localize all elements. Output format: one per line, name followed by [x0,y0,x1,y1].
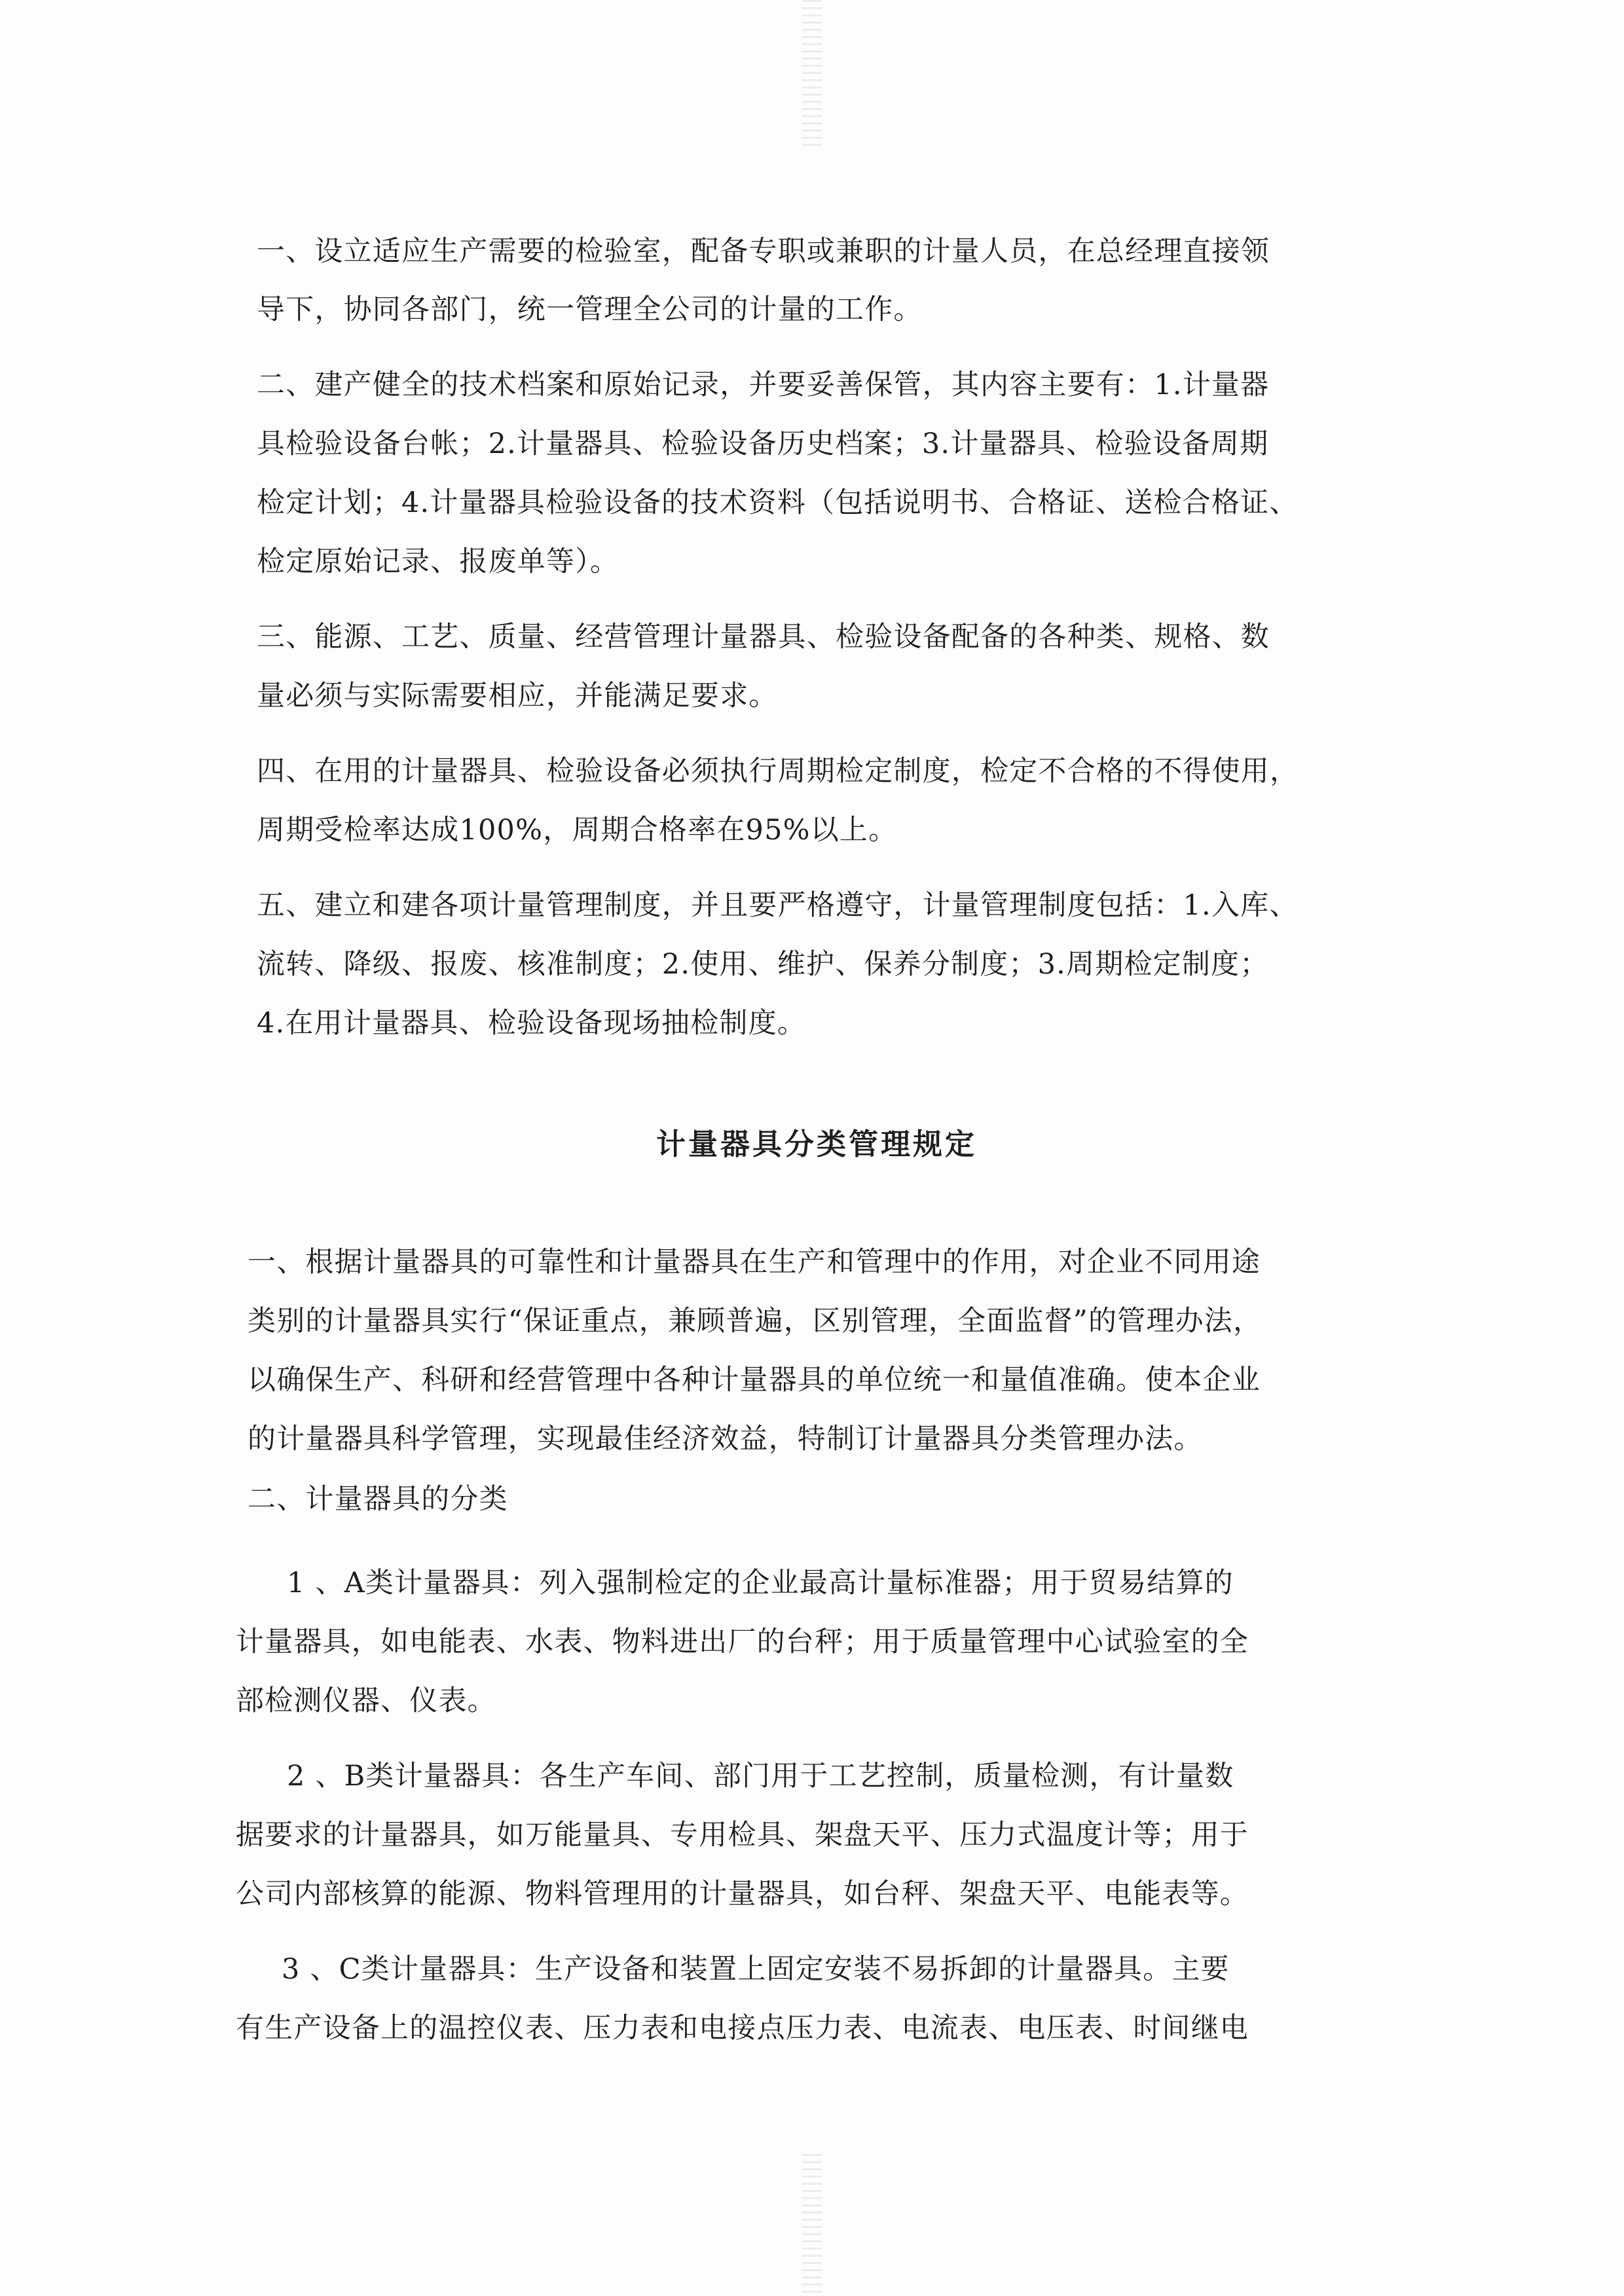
paragraph-line: 一、根据计量器具的可靠性和计量器具在生产和管理中的作用，对企业不同用途 [248,1246,1261,1279]
paragraph-line: 有生产设备上的温控仪表、压力表和电接点压力表、电流表、电压表、时间继电 [236,2012,1249,2045]
paragraph-line: 四、在用的计量器具、检验设备必须执行周期检定制度，检定不合格的不得使用， [257,755,1299,788]
paragraph-line: 1 、A类计量器具：列入强制检定的企业最高计量标准器；用于贸易结算的 [287,1567,1234,1599]
paragraph-line: 三、能源、工艺、质量、经营管理计量器具、检验设备配备的各种类、规格、数 [257,621,1270,653]
paragraph-line: 五、建立和建各项计量管理制度，并且要严格遵守，计量管理制度包括：1.入库、 [257,889,1299,922]
paragraph-line: 类别的计量器具实行“保证重点，兼顾普遍，区别管理，全面监督”的管理办法， [248,1305,1263,1338]
scan-noise [802,2154,822,2296]
paragraph-line: 检定原始记录、报废单等）。 [257,545,619,578]
paragraph-line: 部检测仪器、仪表。 [236,1685,496,1717]
paragraph-line: 一、设立适应生产需要的检验室，配备专职或兼职的计量人员，在总经理直接领 [257,235,1270,268]
paragraph-line: 周期受检率达成100%，周期合格率在95%以上。 [257,814,898,847]
paragraph-line: 流转、降级、报废、核准制度；2.使用、维护、保养分制度；3.周期检定制度； [257,948,1269,981]
section-title: 计量器具分类管理规定 [656,1127,978,1161]
paragraph-line: 检定计划；4.计量器具检验设备的技术资料（包括说明书、合格证、送检合格证、 [257,486,1299,519]
paragraph-line: 二、计量器具的分类 [248,1483,508,1516]
paragraph-line: 量必须与实际需要相应，并能满足要求。 [257,680,778,712]
paragraph-line: 公司内部核算的能源、物料管理用的计量器具，如台秤、架盘天平、电能表等。 [236,1878,1249,1910]
scan-noise [802,0,822,151]
paragraph-line: 导下，协同各部门，统一管理全公司的计量的工作。 [257,293,923,326]
paragraph-line: 4.在用计量器具、检验设备现场抽检制度。 [257,1007,807,1040]
paragraph-line: 的计量器具科学管理，实现最佳经济效益，特制订计量器具分类管理办法。 [248,1423,1203,1455]
paragraph-line: 3 、C类计量器具：生产设备和装置上固定安装不易拆卸的计量器具。主要 [282,1953,1230,1986]
paragraph-line: 2 、B类计量器具：各生产车间、部门用于工艺控制，质量检测，有计量数 [287,1760,1234,1793]
paragraph-line: 二、建产健全的技术档案和原始记录，并要妥善保管，其内容主要有：1.计量器 [257,369,1270,401]
paragraph-line: 据要求的计量器具，如万能量具、专用检具、架盘天平、压力式温度计等；用于 [236,1819,1249,1851]
paragraph-line: 具检验设备台帐；2.计量器具、检验设备历史档案；3.计量器具、检验设备周期 [257,428,1269,460]
paragraph-line: 计量器具，如电能表、水表、物料进出厂的台秤；用于质量管理中心试验室的全 [236,1626,1249,1658]
paragraph-line: 以确保生产、科研和经营管理中各种计量器具的单位统一和量值准确。使本企业 [248,1364,1261,1396]
